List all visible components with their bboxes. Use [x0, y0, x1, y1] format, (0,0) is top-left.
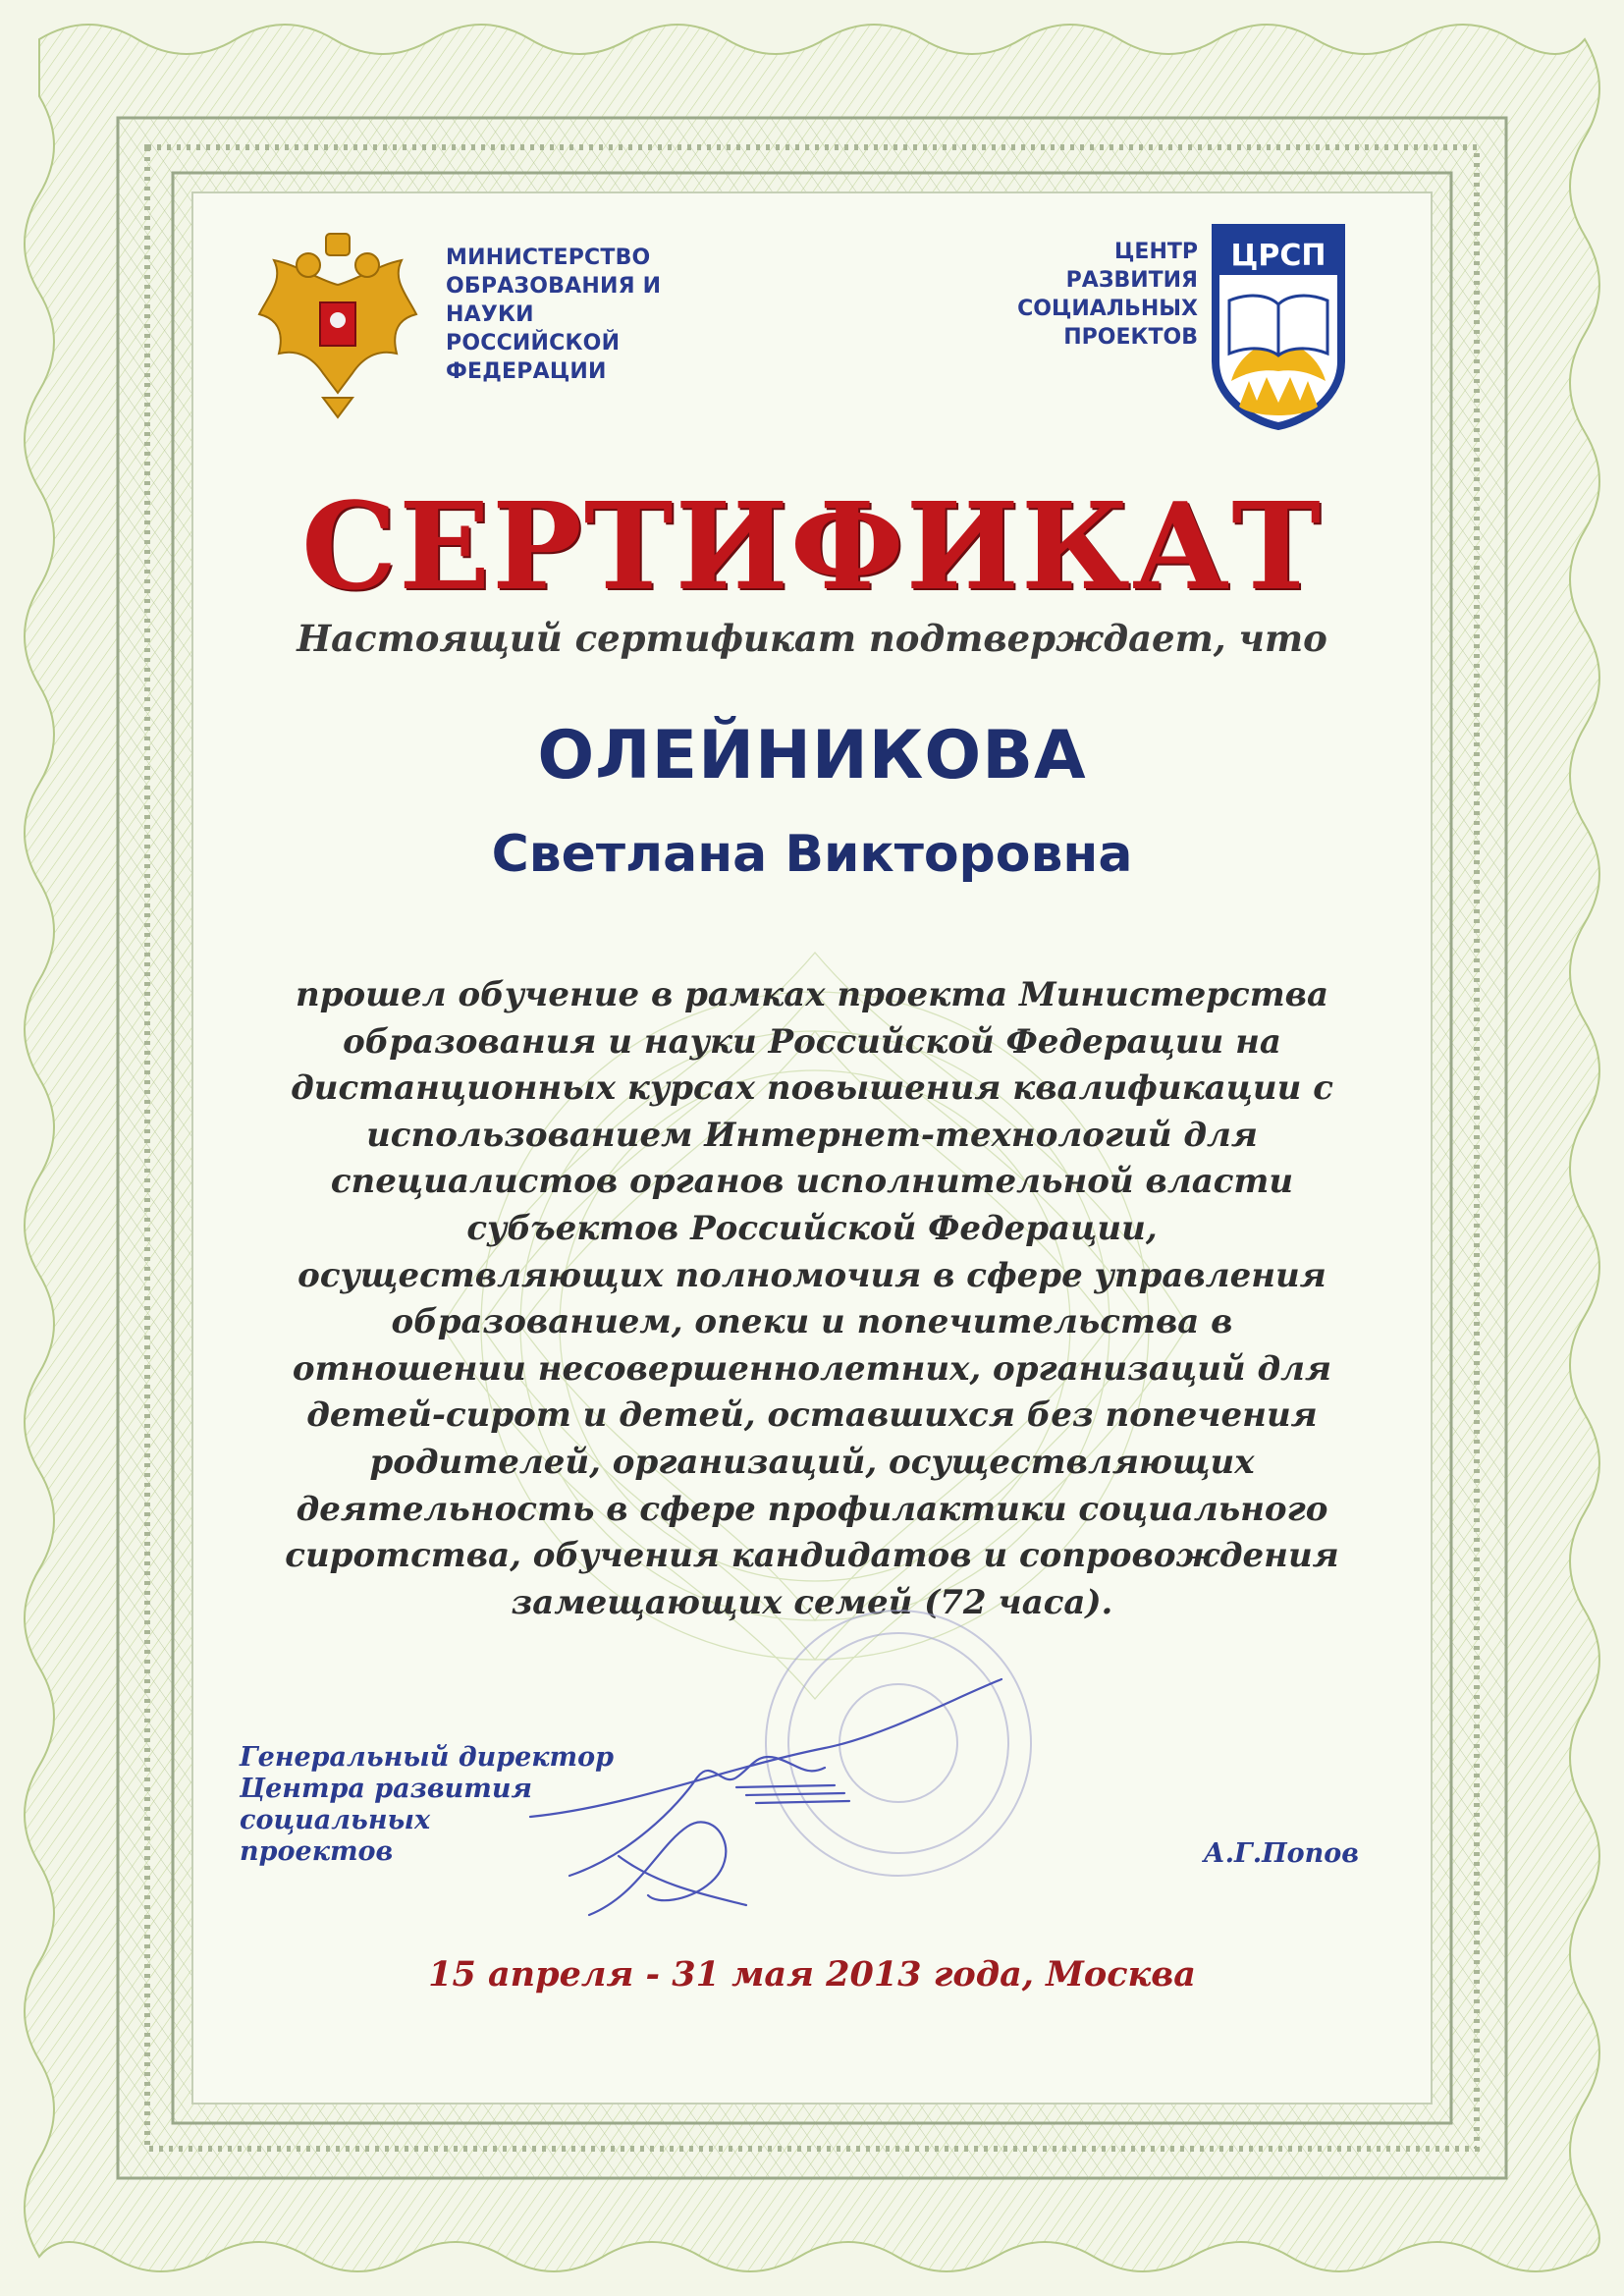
- body-line: отношении несовершеннолетних, организаций для: [292, 1348, 1332, 1389]
- issue-dates-location: 15 апреля - 31 мая 2013 года, Москва: [428, 1954, 1196, 1995]
- body-line: образования и науки Российской Федерации на: [343, 1021, 1281, 1062]
- body-line: субъектов Российской Федерации,: [466, 1208, 1158, 1248]
- body-line: сиротства, обучения кандидатов и сопровождения: [285, 1536, 1339, 1576]
- body-line: использованием Интернет-технологий для: [366, 1115, 1258, 1155]
- confirmation-line: Настоящий сертификат подтверждает, что: [297, 617, 1327, 660]
- body-line: родителей, организаций, осуществляющих: [369, 1442, 1255, 1482]
- ministry-line: ФЕДЕРАЦИИ: [446, 359, 607, 384]
- ministry-name: [446, 244, 711, 386]
- recipient-surname: ОЛЕЙНИКОВА: [537, 717, 1087, 794]
- ministry-logo: [240, 226, 701, 422]
- signer-title-line: Генеральный директор: [240, 1742, 615, 1773]
- signer-title-line: социальных: [240, 1805, 431, 1835]
- body-line: специалистов органов исполнительной власти: [330, 1162, 1294, 1202]
- certificate-title: СЕРТИФИКАТ: [300, 475, 1324, 617]
- signer-title: [240, 1742, 652, 1868]
- certificate-body: [226, 972, 1398, 1626]
- center-line: ЦЕНТР РАЗВИТИЯ: [1065, 240, 1198, 293]
- double-headed-eagle-icon: [240, 226, 436, 422]
- body-line: прошел обучение в рамках проекта Министерства: [295, 975, 1329, 1014]
- body-line: дистанционных курсах повышения квалификации с: [291, 1068, 1333, 1109]
- body-line: детей-сирот и детей, оставшихся без попечения: [306, 1395, 1318, 1436]
- body-line: образованием, опеки и попечительства в: [391, 1302, 1233, 1342]
- body-line: замещающих семей (72 часа).: [511, 1582, 1113, 1622]
- center-line: СОЦИАЛЬНЫХ: [1017, 297, 1198, 321]
- body-line: деятельность в сфере профилактики социального: [296, 1489, 1328, 1529]
- signer-name: А.Г.Попов: [1203, 1838, 1359, 1869]
- ministry-line: МИНИСТЕРСТВО: [446, 246, 651, 270]
- body-line: осуществляющих полномочия в сфере управления: [298, 1255, 1326, 1295]
- recipient-given-names: Светлана Викторовна: [491, 825, 1133, 884]
- center-name: [992, 238, 1198, 352]
- open-book-shield-icon: [1210, 224, 1347, 430]
- signer-title-line: Центра развития: [240, 1774, 532, 1804]
- signer-title-line: проектов: [240, 1836, 394, 1867]
- ministry-line: ОБРАЗОВАНИЯ И НАУКИ: [446, 274, 662, 327]
- center-line: ПРОЕКТОВ: [1063, 325, 1198, 350]
- ministry-line: РОССИЙСКОЙ: [446, 331, 621, 355]
- center-acronym: ЦРСП: [1230, 239, 1326, 273]
- center-logo: [992, 224, 1384, 435]
